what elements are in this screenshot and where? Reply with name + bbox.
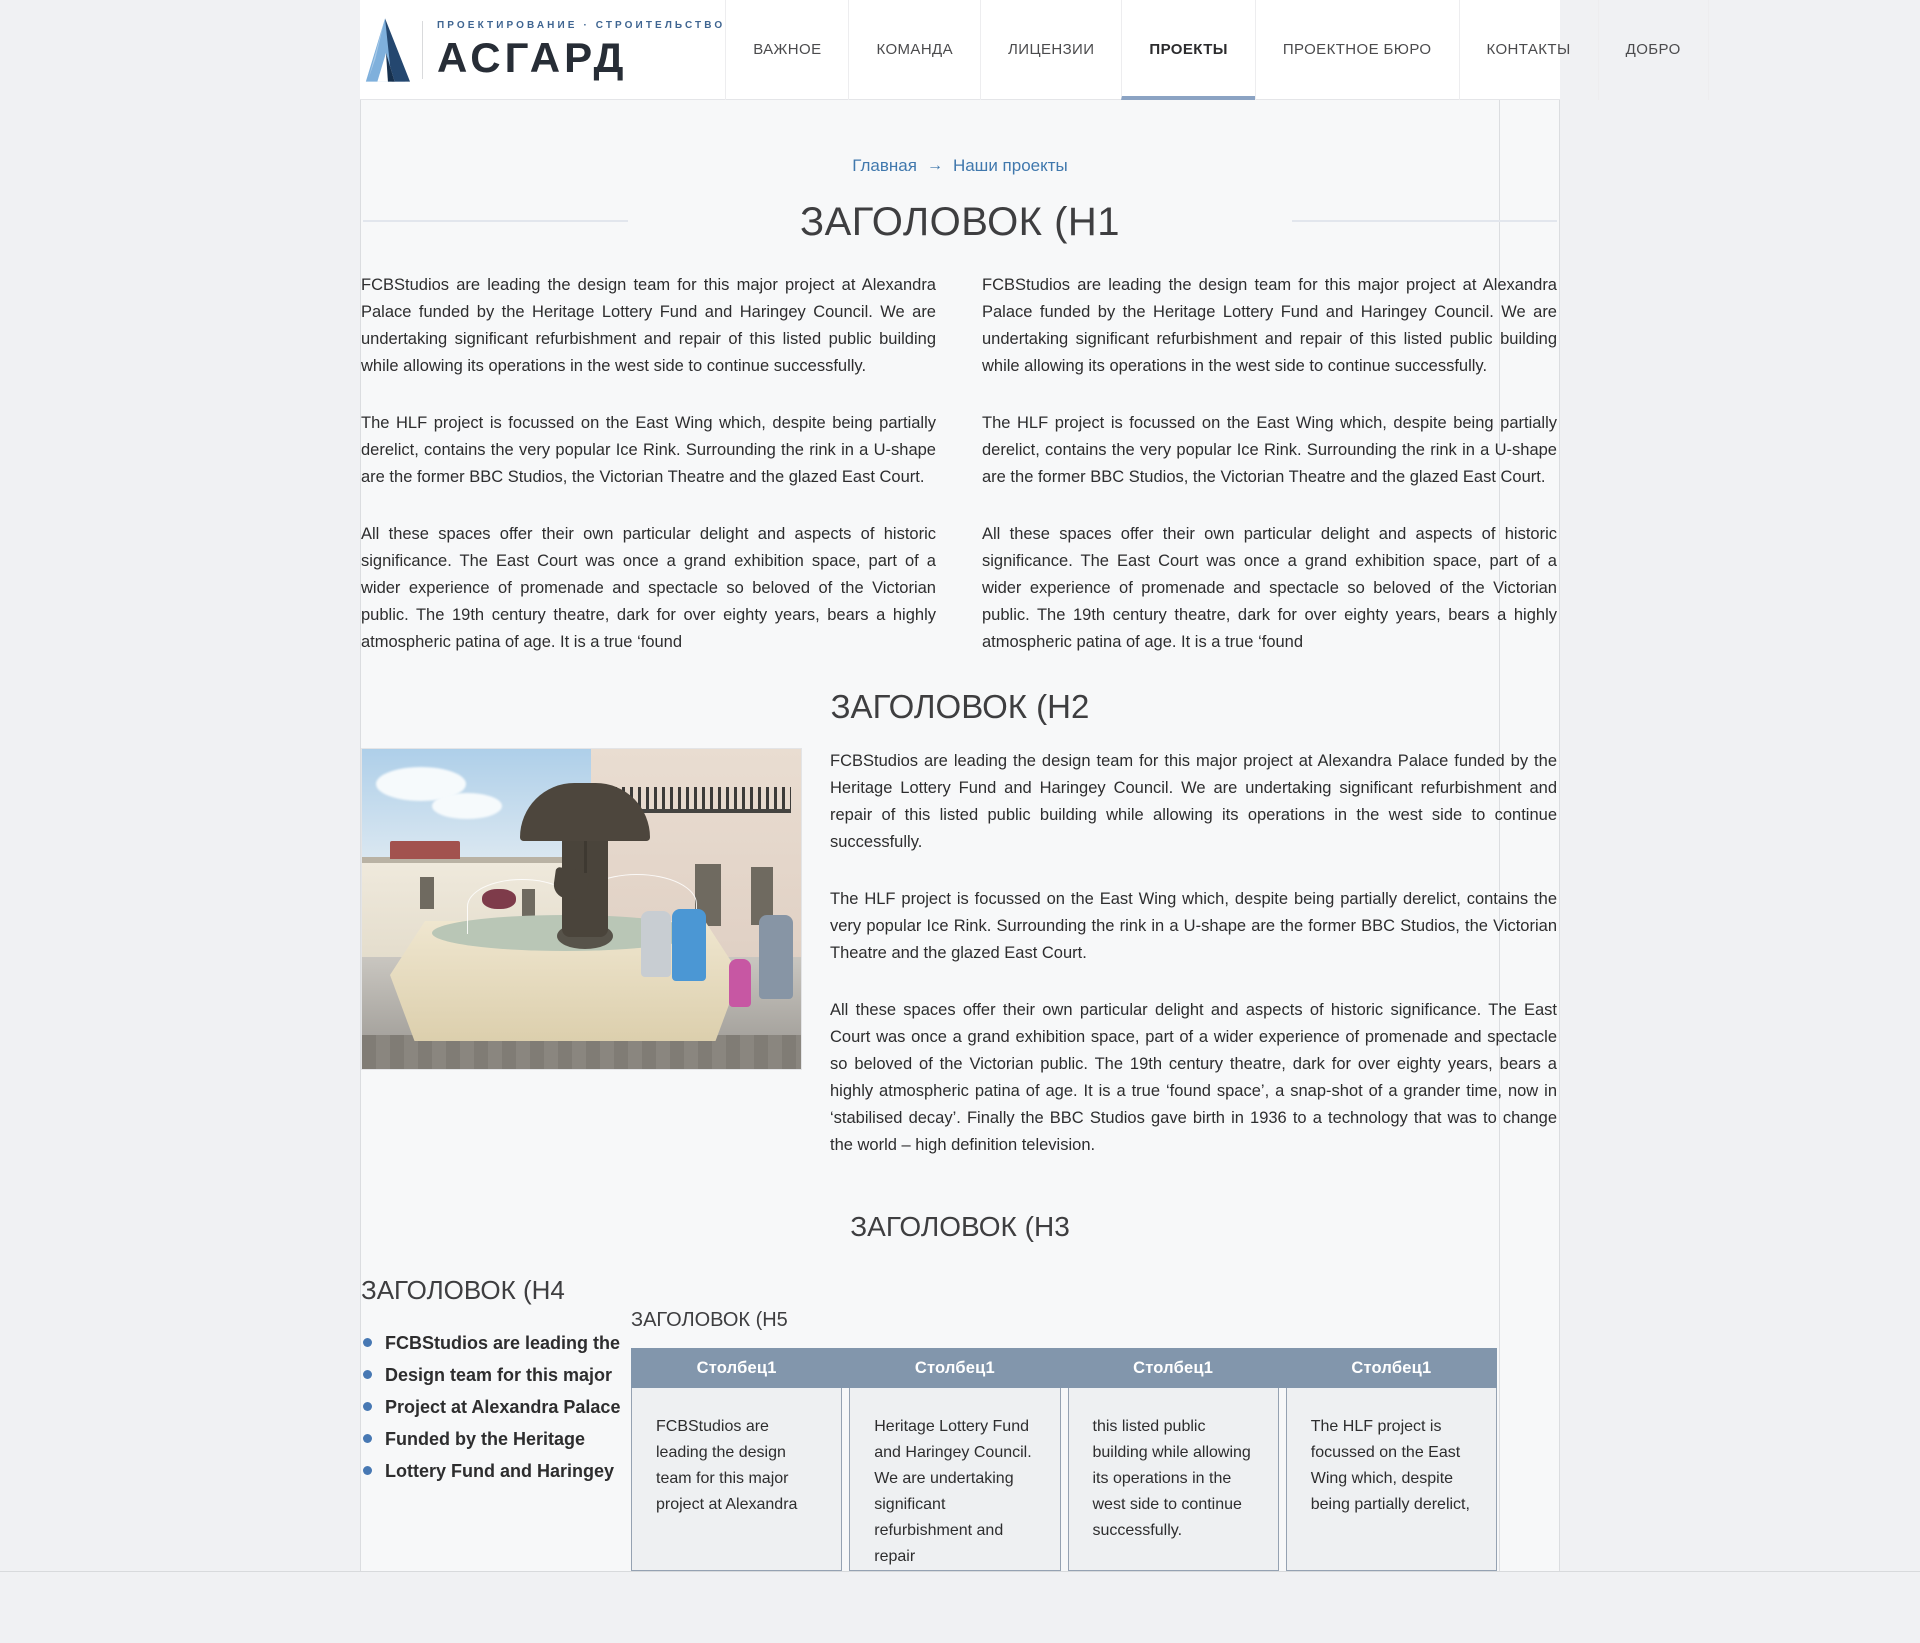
paragraph: All these spaces offer their own particular delight and aspects of historic significance. The East Court was once a grand exhibition space, part of a wider experience of promenade and spectacle so beloved of the Victorian public. The 19th century theatre, dark for over eighty years, bears a highly atmospheric patina of age. It is a true ‘found [982,525,1557,651]
list-item: Lottery Fund and Haringey [361,1462,631,1480]
breadcrumb [361,100,1559,176]
paragraph: FCBStudios are leading the design team for this major project at Alexandra Palace funded by the Heritage Lottery Fund and Haringey Council. We are undertaking significant refurbishment and repair of this listed public building while allowing its operations in the west side to continue successfully. [982,276,1557,375]
nav-item-komanda[interactable]: КОМАНДА [848,0,980,100]
section-title-h2: ЗАГОЛОВОК (Н2 [830,688,1090,725]
h1-decor-line-left [363,220,628,222]
paragraph: FCBStudios are leading the design team for this major project at Alexandra Palace funded by the Heritage Lottery Fund and Haringey Council. We are undertaking significant refurbishment and repair of this listed public building while allowing its operations in the west side to continue successfully. [361,276,936,375]
photo-person-right [759,915,793,999]
top-navigation [0,0,1920,100]
page-title-h1: ЗАГОЛОВОК (Н1 [799,199,1121,244]
nav-item-proektnoe-buro[interactable]: ПРОЕКТНОЕ БЮРО [1255,0,1459,100]
paragraph: FCBStudios are leading the design team for this major project at Alexandra Palace funded by the Heritage Lottery Fund and Haringey Council. We are undertaking significant refurbishment and repair of this listed public building while allowing its operations in the west side to continue successfully. [830,752,1557,851]
list-item: Design team for this major [361,1366,631,1384]
table-cell: this listed public building while allowing its operations in the west side to continue successfully. [1068,1388,1279,1571]
h1-decor-line-right [1292,220,1557,222]
paragraph: The HLF project is focussed on the East Wing which, despite being partially derelict, contains the very popular Ice Rink. Surrounding the rink in a U-shape are the former BBC Studios, the Victorian Theatre and the glazed East Court. [361,414,936,486]
section-title-h3: ЗАГОЛОВОК (Н3 [850,1211,1070,1242]
image-side-text [830,748,1557,1159]
data-table [631,1348,1497,1571]
photo-window [420,877,434,909]
nav-item-vazhnoe[interactable]: ВАЖНОЕ [725,0,848,100]
bottom-spacer [0,1572,1920,1643]
nav-item-dobro[interactable]: ДОБРО [1598,0,1709,100]
two-column-text-section [361,272,1557,656]
table-cell: The HLF project is focussed on the East Wing which, despite being partially derelict, [1286,1388,1497,1571]
fountain-statue-photo [361,748,802,1070]
table-header-row [631,1348,1497,1388]
bullet-list [361,1334,631,1480]
logo-divider [422,21,423,79]
image-text-section [361,748,1557,1159]
table-column [631,1273,1557,1571]
paragraph: All these spaces offer their own particular delight and aspects of historic significance. The East Court was once a grand exhibition space, part of a wider experience of promenade and spectacle so beloved of the Victorian public. The 19th century theatre, dark for over eighty years, bears a highly atmospheric patina of age. It is a true ‘found space’, a snap-shot of a grander time, now in ‘stabilised decay’. Finally the BBC Studios gave birth in 1936 to a technology that was to change the world – high definition television. [830,1001,1557,1154]
photo-child-pink [729,959,751,1007]
table-header-cell: Столбец1 [696,1358,777,1377]
page-content [360,100,1560,1571]
section-title-h5: ЗАГОЛОВОК (Н5 [631,1309,788,1331]
table-body-row [631,1388,1497,1571]
nav-item-proekty-active[interactable]: ПРОЕКТЫ [1121,0,1254,100]
nav-item-licenzii[interactable]: ЛИЦЕНЗИИ [980,0,1121,100]
paragraph: All these spaces offer their own particular delight and aspects of historic significance. The East Court was once a grand exhibition space, part of a wider experience of promenade and spectacle so beloved of the Victorian public. The 19th century theatre, dark for over eighty years, bears a highly atmospheric patina of age. It is a true ‘found [361,525,936,651]
photo-person-gray [641,911,671,977]
text-column-left [361,272,936,656]
table-cell: Heritage Lottery Fund and Haringey Council. We are undertaking significant refurbishment and repair [849,1388,1060,1571]
list-item: Funded by the Heritage [361,1430,631,1448]
breadcrumb-arrow-icon: → [926,157,943,174]
section-title-h4: ЗАГОЛОВОК (Н4 [361,1275,565,1305]
table-header-cell: Столбец1 [1133,1358,1214,1377]
list-item: FCBStudios are leading the [361,1334,631,1352]
nav-item-kontakty[interactable]: КОНТАКТЫ [1459,0,1598,100]
main-menu [725,0,1708,100]
table-header-cell: Столбец1 [914,1358,995,1377]
breadcrumb-current-link[interactable]: Наши проекты [952,156,1068,175]
logo-triangle-icon [362,17,410,83]
table-cell: FCBStudios are leading the design team for this major project at Alexandra [631,1388,842,1571]
photo-red-roof [390,841,460,859]
text-column-right [982,272,1557,656]
logo-tagline: ПРОЕКТИРОВАНИЕ · СТРОИТЕЛЬСТВО [437,20,726,31]
table-header-cell: Столбец1 [1351,1358,1432,1377]
h1-block [361,196,1559,248]
paragraph: The HLF project is focussed on the East Wing which, despite being partially derelict, contains the very popular Ice Rink. Surrounding the rink in a U-shape are the former BBC Studios, the Victorian Theatre and the glazed East Court. [830,890,1557,962]
photo-person-blue [672,909,706,981]
list-item: Project at Alexandra Palace [361,1398,631,1416]
paragraph: The HLF project is focussed on the East Wing which, despite being partially derelict, contains the very popular Ice Rink. Surrounding the rink in a U-shape are the former BBC Studios, the Victorian Theatre and the glazed East Court. [982,414,1557,486]
breadcrumb-home-link[interactable]: Главная [852,156,917,175]
list-and-table-section [361,1273,1557,1571]
company-logo[interactable] [360,17,725,83]
list-column [361,1273,631,1571]
photo-cloud [432,793,502,819]
logo-title: АСГАРД [437,34,628,81]
